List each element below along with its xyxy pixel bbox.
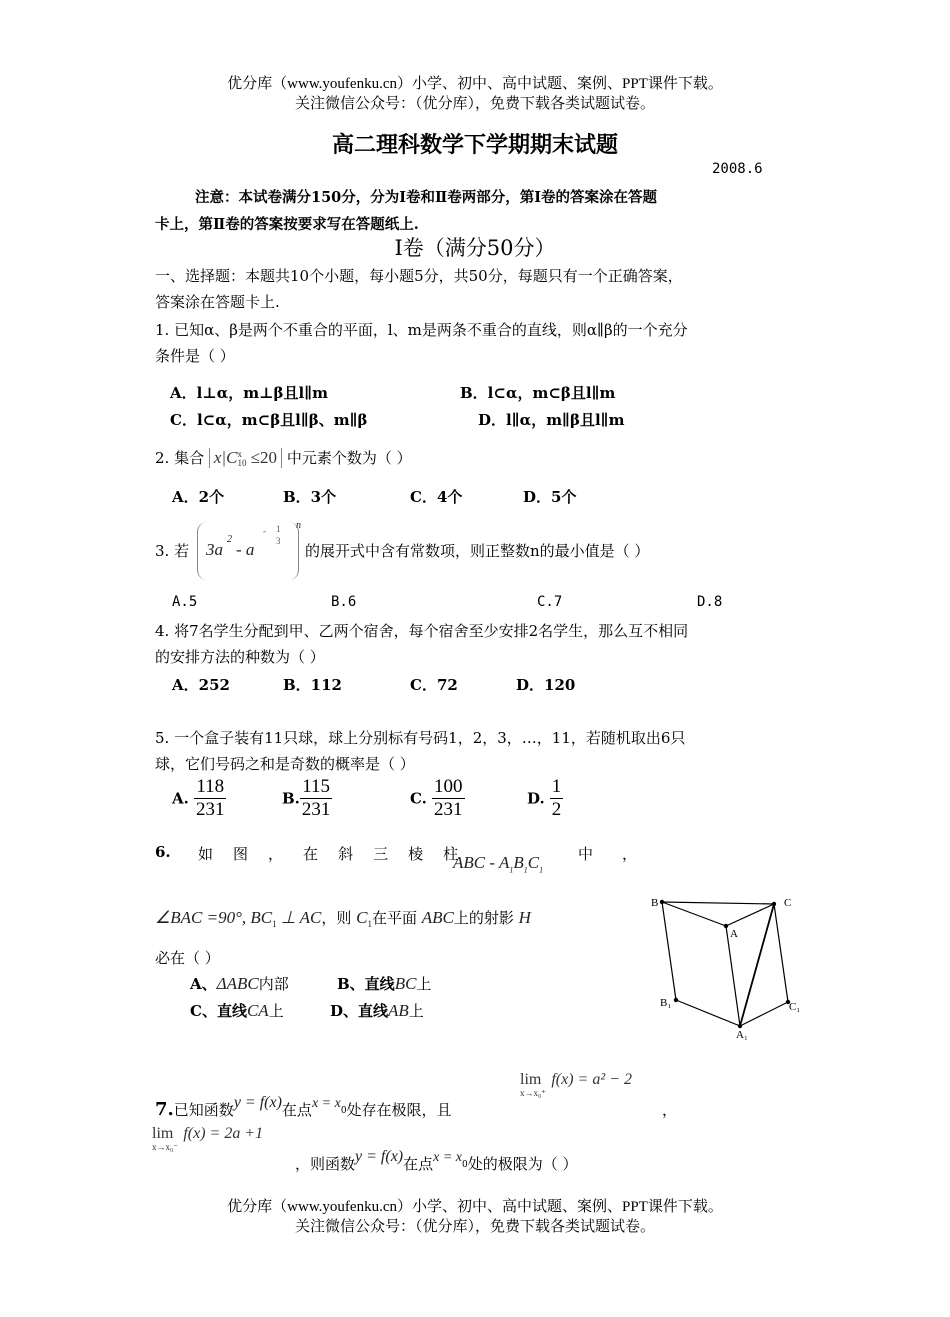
q5-stem-line-1: 5. 一个盒子装有11只球，球上分别标有号码1，2，3，…，11，若随机取出6只 (155, 729, 686, 747)
edge-b1a1 (676, 1000, 740, 1026)
q2-stem (155, 447, 412, 468)
edge-aa1 (726, 926, 740, 1026)
q4-option-a: A．252 (172, 676, 230, 694)
vertex-a (724, 924, 728, 928)
edge-cc1 (774, 904, 788, 1002)
q6-comma: ， (622, 845, 638, 863)
label-b: B (651, 897, 659, 909)
q6-words: 如 图 ， 在 斜 三 棱 柱 (198, 845, 459, 863)
footer-line-1: 优分库（www.youfenku.cn）小学、初中、高中试题、案例、PPT课件下载。 (227, 1199, 723, 1215)
notice-line-1: 注意：本试卷满分150分，分为Ⅰ卷和Ⅱ卷两部分，第Ⅰ卷的答案涂在答题 (195, 189, 658, 206)
q5-option-c: C. $\frac{100}{231}$ (410, 776, 463, 820)
header-line-2: 关注微信公众号：（优分库），免费下载各类试题试卷。 (294, 96, 655, 112)
q3-option-d: D.8 (697, 594, 723, 610)
q4-stem-line-2: 的安排方法的种数为（ ） (155, 648, 325, 666)
edge-a1c1 (740, 1002, 788, 1026)
q5-option-b: B. $\frac{115}{231}$ (282, 776, 331, 820)
label-c1: C₁ (789, 1001, 801, 1013)
vertex-b (660, 900, 664, 904)
q5-option-d: D. $\frac{1}{2}$ (527, 776, 562, 820)
q6-prism: ABC - $A_1B_1C_1$ (453, 853, 544, 875)
edge-ba (662, 902, 726, 926)
prism-figure (650, 892, 810, 1040)
q2-set: x|C x 10 ≤20 (209, 448, 282, 468)
q4-option-c: C．72 (410, 676, 458, 694)
vertex-a1 (738, 1024, 742, 1028)
q1-option-b: B．l⊂α，m⊂β且l∥m (460, 384, 616, 402)
page-title: 高二理科数学下学期期末试题 (331, 133, 618, 158)
header-line-1: 优分库（www.youfenku.cn）小学、初中、高中试题、案例、PPT课件下载。 (227, 76, 723, 92)
q1-option-a: A．l⊥α，m⊥β且l∥m (170, 384, 329, 402)
q3-option-a: A.5 (172, 594, 198, 610)
q5-stem-line-2: 球，它们号码之和是奇数的概率是（ ） (155, 755, 415, 773)
q1-stem-line-1: 1. 已知α、β是两个不重合的平面，l、m是两条不重合的直线，则α∥β的一个充分 (155, 321, 688, 339)
q6-num: 6. (155, 843, 171, 861)
q6-option-a: A、ΔABC内部 (190, 974, 289, 993)
q1-option-d: D．l∥α，m∥β且l∥m (478, 411, 625, 429)
q3-expression: 3a 2 - a - 1 3 (197, 522, 299, 580)
q2-option-a: A．2个 (172, 488, 225, 506)
q7-limit-left: lim x→x₀⁻ f(x) = 2a +1 (152, 1125, 264, 1152)
label-b1: B₁ (660, 997, 672, 1009)
q5-option-a: A. $\frac{118}{231}$ (172, 776, 225, 820)
q2-option-b: B．3个 (283, 488, 337, 506)
q3-num: 3. 若 (155, 542, 190, 560)
q4-stem-line-1: 4. 将7名学生分配到甲、乙两个宿舍，每个宿舍至少安排2名学生，那么互不相同 (155, 622, 689, 640)
q4-option-b: B．112 (283, 676, 342, 694)
q6-option-d: D、直线AB上 (330, 1001, 424, 1020)
q7-limit-right: lim x→x₀⁺ f(x) = a² − 2 (520, 1071, 632, 1098)
q3-tail: 的展开式中含有常数项，则正整数n的最小值是（ ） (305, 542, 650, 560)
q3-power: n (296, 520, 301, 531)
q6-option-b: B、直线BC上 (337, 974, 432, 993)
q3-option-b: B.6 (331, 594, 357, 610)
footer-line-2: 关注微信公众号：（优分库），免费下载各类试题试卷。 (294, 1219, 655, 1235)
q6-option-c: C、直线CA上 (190, 1001, 284, 1020)
edge-ca1 (740, 904, 774, 1026)
q6-condition: ∠BAC =90°, $BC_1$ ⊥ AC，则 $C_1$在平面 ABC上的射影 H (155, 908, 531, 929)
q2-tail: 中元素个数为（ ） (286, 449, 412, 467)
section-line-2: 答案涂在答题卡上. (155, 293, 280, 311)
q2-option-d: D．5个 (523, 488, 577, 506)
notice-line-2: 卡上，第Ⅱ卷的答案按要求写在答题纸上. (155, 216, 419, 233)
q7-stem-line-1: 7.已知函数y = f(x)在点$x = x_0$处存在极限，且 (155, 1094, 452, 1120)
label-a: A (730, 928, 738, 940)
label-a1: A₁ (736, 1029, 748, 1040)
q7-comma: ， (662, 1101, 678, 1119)
q2-num: 2. 集合 (155, 449, 205, 467)
label-c: C (784, 897, 792, 909)
q2-option-c: C．4个 (410, 488, 463, 506)
q6-zhong: 中 (578, 845, 594, 863)
vertex-c (772, 902, 776, 906)
exam-date: 2008.6 (712, 161, 763, 177)
vertex-b1 (674, 998, 678, 1002)
edge-bc (662, 902, 774, 904)
edge-ac (726, 904, 774, 926)
q6-stem-line-3: 必在（ ） (155, 949, 220, 967)
q3-option-c: C.7 (537, 594, 563, 610)
q4-option-d: D．120 (516, 676, 576, 694)
volume-title: Ⅰ卷（满分50分） (394, 236, 556, 260)
q7-stem-line-2: ，则函数y = f(x)在点$x = x_0$处的极限为（ ） (295, 1148, 578, 1173)
q1-option-c: C．l⊂α，m⊂β且l∥β、m∥β (170, 411, 368, 429)
edge-bb1 (662, 902, 676, 1000)
section-line-1: 一、选择题：本题共10个小题，每小题5分，共50分，每题只有一个正确答案， (155, 267, 683, 285)
q1-stem-line-2: 条件是（ ） (155, 347, 235, 365)
